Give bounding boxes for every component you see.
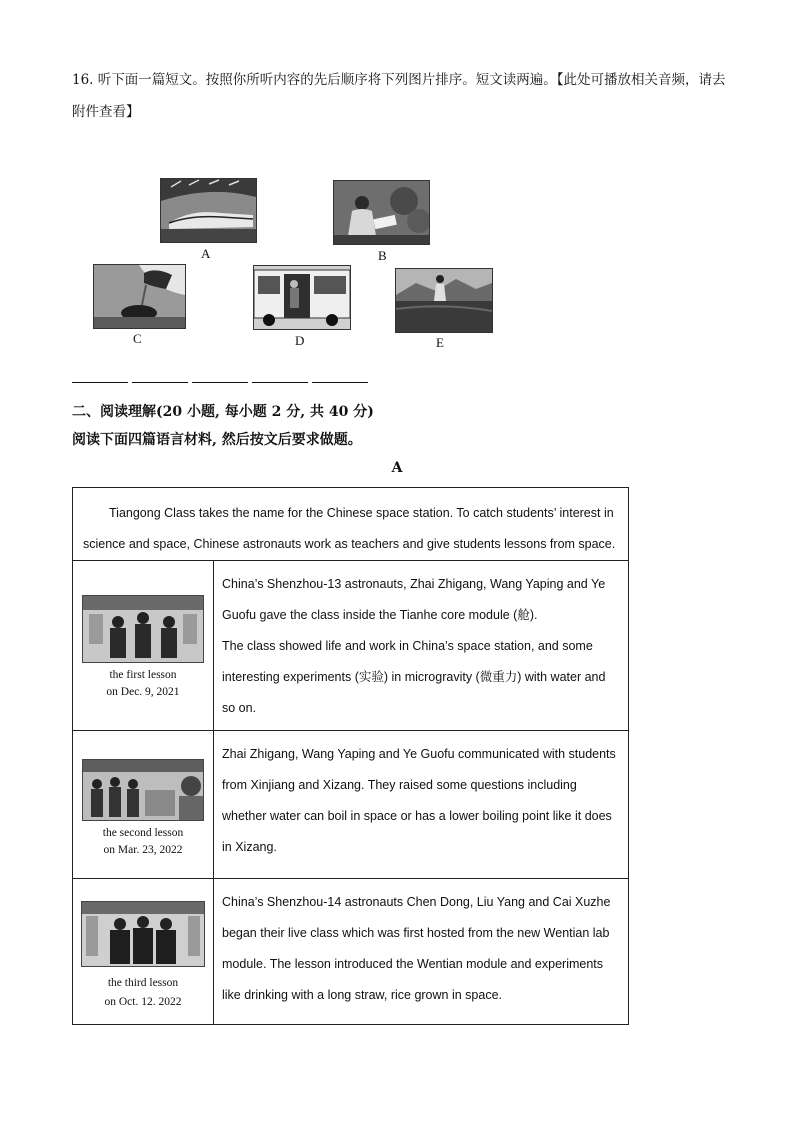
lesson-2-text-cell [214,731,629,879]
lesson-2-para1: Zhai Zhigang, Wang Yaping and Ye Guofu communicated with students from Xinjiang and Xizang. They raised some questions including whether water can boil in space or has a lower boiling point like it does in Xizang. [222,747,616,854]
lesson-1-para2: The class showed life and work in China’s space station, and some interesting experiments (实验) in microgravity (微重力) with water and so on. [222,639,606,715]
section-2-title: 二、阅读理解(20 小题, 每小题 2 分, 共 40 分) [72,404,374,420]
lesson-2-photo [82,759,204,821]
lesson-2-caption-line2: on Mar. 23, 2022 [103,844,183,856]
lesson-3-image-cell [73,879,214,1025]
picture-b-woman-reading [333,180,430,245]
picture-d-label: D [295,333,305,348]
lesson-3-caption-line1: the third lesson [107,977,179,989]
lesson-1-para1: China’s Shenzhou-13 astronauts, Zhai Zhigang, Wang Yaping and Ye Guofu gave the class inside the Tianhe core module (舱). [222,577,606,622]
section-2-instruction: 阅读下面四篇语言材料, 然后按文后要求做题。 [72,432,362,448]
answer-blank-5[interactable] [312,382,368,383]
picture-e-label: E [436,335,444,350]
picture-a-train [160,178,257,243]
passage-a-table [72,487,629,1025]
answer-blank-4[interactable] [252,382,308,383]
picture-d-bus [253,265,351,330]
lesson-3-caption-line2: on Oct. 12. 2022 [104,996,182,1008]
lesson-1-caption-line1: the first lesson [109,669,177,681]
picture-e-meadow [395,268,493,333]
lesson-3-text-cell [214,879,629,1025]
lesson-2-caption-line1: the second lesson [102,827,184,839]
picture-b-label: B [378,248,387,263]
passage-label: A [391,460,403,476]
answer-blank-2[interactable] [132,382,188,383]
question-16-text: 16. 听下面一篇短文。按照你所听内容的先后顺序将下列图片排序。短文读两遍。【此处可播放相关音频，请去附件查看】 [72,72,726,120]
lesson-2-image-cell [73,731,214,879]
picture-a-label: A [201,246,211,261]
answer-blank-1[interactable] [72,382,128,383]
lesson-1-photo [82,595,204,663]
lesson-1-image-cell [73,561,214,731]
lesson-1-text-cell [214,561,629,731]
picture-c-pouring-tea [93,264,186,329]
lesson-3-para1: China’s Shenzhou-14 astronauts Chen Dong, Liu Yang and Cai Xuzhe began their live class which was first hosted from the new Wentian lab module. The lesson introduced the Wentian module and experiments like drinking with a long straw, rice grown in space. [222,895,611,1002]
answer-blank-3[interactable] [192,382,248,383]
lesson-1-caption-line2: on Dec. 9, 2021 [106,686,180,698]
intro-cell [73,488,629,561]
lesson-3-photo [81,901,205,967]
section-2-header [72,398,374,454]
picture-c-label: C [133,331,142,346]
intro-text: Tiangong Class takes the name for the Chinese space station. To catch students’ interest in science and space, Chinese astronauts work as teachers and give students lessons from space. [83,506,616,551]
answer-blanks[interactable] [72,382,368,384]
